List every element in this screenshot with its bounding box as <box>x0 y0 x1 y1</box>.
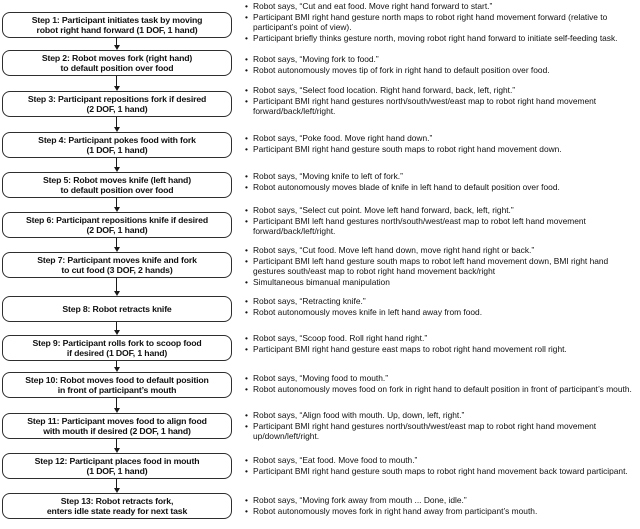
note-bullet-item: • Robot says, “Align food with mouth. Up, down, left, right.” <box>244 410 638 421</box>
down-arrow-connector <box>112 439 121 453</box>
step-notes <box>244 455 638 476</box>
step-box <box>2 212 232 238</box>
note-bullet-item: • Robot says, “Select cut point. Move left hand forward, back, left, right.” <box>244 205 638 216</box>
down-arrow-connector <box>112 76 121 91</box>
note-bullet-item: • Robot autonomously moves fork in right hand away from participant’s mouth. <box>244 506 638 517</box>
arrow-line <box>116 278 117 291</box>
step-box <box>2 252 232 278</box>
down-arrow-connector <box>112 361 121 372</box>
down-arrow-connector <box>112 322 121 335</box>
note-bullet-item: • Participant BMI right hand gestures north/south/west/east map to robot right hand movement up/down/left/right. <box>244 421 638 442</box>
step-box <box>2 493 232 519</box>
down-arrow-connector <box>112 158 121 172</box>
step-box-line: Step 4: Participant pokes food with fork <box>38 134 196 145</box>
note-bullet-item: • Robot says, “Moving fork to food.” <box>244 54 638 65</box>
note-bullet-item: • Participant BMI left hand gestures north/south/west/east map to robot left hand movement forward/back/left/right. <box>244 216 638 237</box>
arrow-line <box>116 398 117 408</box>
step-notes <box>244 133 638 154</box>
step-box-line: Step 3: Participant repositions fork if desired <box>27 93 207 104</box>
step-box <box>2 413 232 439</box>
note-bullet-item: • Robot says, “Poke food. Move right hand down.” <box>244 133 638 144</box>
note-bullet-item: • Robot says, “Moving fork away from mouth ... Done, idle.” <box>244 495 638 506</box>
arrow-line <box>116 479 117 488</box>
step-notes <box>244 296 638 317</box>
down-arrow-connector <box>112 479 121 493</box>
step-box-line: (1 DOF, 1 hand) <box>86 145 148 155</box>
step-box-line: Step 10: Robot moves food to default position <box>25 374 209 385</box>
step-box <box>2 12 232 38</box>
step-notes <box>244 495 638 516</box>
step-notes <box>244 333 638 354</box>
step-box-line: to default position over food <box>60 185 174 195</box>
step-box-line: in front of participant’s mouth <box>57 385 177 395</box>
step-box <box>2 132 232 158</box>
down-arrow-connector <box>112 278 121 296</box>
step-box-line: Step 9: Participant rolls fork to scoop food <box>32 337 202 348</box>
step-box-line: Step 2: Robot moves fork (right hand) <box>41 52 193 63</box>
step-box-line: Step 12: Participant places food in mouth <box>34 455 200 466</box>
note-bullet-item: • Participant BMI right hand gesture south maps to robot right hand movement back toward participant. <box>244 466 638 477</box>
step-box <box>2 172 232 198</box>
arrow-line <box>116 198 117 207</box>
note-bullet-item: • Participant BMI left hand gesture south maps to robot left hand movement down, BMI right hand gestures south/east map to robot right hand movement back/right <box>244 256 638 277</box>
note-bullet-item: • Participant BMI right hand gesture south maps to robot right hand movement down. <box>244 144 638 155</box>
down-arrow-connector <box>112 398 121 413</box>
note-bullet-item: • Robot says, “Retracting knife.” <box>244 296 638 307</box>
step-box <box>2 91 232 117</box>
arrow-line <box>116 439 117 448</box>
step-box-line: Step 6: Participant repositions knife if desired <box>25 214 209 225</box>
step-notes <box>244 1 638 44</box>
step-notes <box>244 245 638 288</box>
step-box <box>2 296 232 322</box>
step-box-line: to default position over food <box>60 63 174 73</box>
step-box-line: (1 DOF, 1 hand) <box>86 466 148 476</box>
note-bullet-item: • Robot says, “Moving knife to left of fork.” <box>244 171 638 182</box>
arrow-line <box>116 117 117 127</box>
step-box-line: Step 1: Participant initiates task by moving <box>31 14 203 25</box>
note-bullet-item: • Robot says, “Moving food to mouth.” <box>244 373 638 384</box>
note-bullet-item: • Robot autonomously moves blade of knife in left hand to default position over food. <box>244 182 638 193</box>
note-bullet-item: • Participant briefly thinks gesture north, moving robot right hand forward to initiate self-feeding task. <box>244 33 638 44</box>
note-bullet-item: • Simultaneous bimanual manipulation <box>244 277 638 288</box>
step-box-line: enters idle state ready for next task <box>46 506 188 516</box>
step-box-line: Step 8: Robot retracts knife <box>62 303 172 314</box>
step-box-line: Step 5: Robot moves knife (left hand) <box>43 174 191 185</box>
step-box-line: to cut food (3 DOF, 2 hands) <box>61 265 173 275</box>
step-box-line: Step 11: Participant moves food to align food <box>27 415 207 426</box>
step-box <box>2 372 232 398</box>
note-bullet-item: • Robot autonomously moves tip of fork in right hand to default position over food. <box>244 65 638 76</box>
down-arrow-connector <box>112 238 121 252</box>
step-box-line: with mouth if desired (2 DOF, 1 hand) <box>43 426 191 436</box>
note-bullet-item: • Robot says, “Scoop food. Roll right hand right.” <box>244 333 638 344</box>
step-notes <box>244 171 638 192</box>
step-box-line: Step 7: Participant moves knife and fork <box>37 254 197 265</box>
note-bullet-item: • Robot autonomously moves knife in left hand away from food. <box>244 307 638 318</box>
step-box-line: Step 13: Robot retracts fork, <box>60 495 174 506</box>
arrow-line <box>116 238 117 247</box>
arrow-line <box>116 38 117 45</box>
note-bullet-item: • Participant BMI right hand gestures north/south/west/east map to robot right hand movement forward/back/left/right. <box>244 96 638 117</box>
step-box <box>2 453 232 479</box>
down-arrow-connector <box>112 198 121 212</box>
step-notes <box>244 410 638 442</box>
step-box <box>2 335 232 361</box>
step-box-line: robot right hand forward (1 DOF, 1 hand) <box>36 25 198 35</box>
step-notes <box>244 54 638 75</box>
step-box-line: (2 DOF, 1 hand) <box>86 104 148 114</box>
note-bullet-item: • Participant BMI right hand gesture east maps to robot right hand movement roll right. <box>244 344 638 355</box>
note-bullet-item: • Robot says, “Cut and eat food. Move right hand forward to start.” <box>244 1 638 12</box>
step-box-line: (2 DOF, 1 hand) <box>86 225 148 235</box>
note-bullet-item: • Robot autonomously moves food on fork in right hand to default position in front of participant’s mouth. <box>244 384 638 395</box>
step-notes <box>244 205 638 237</box>
step-box-line: if desired (1 DOF, 1 hand) <box>66 348 168 358</box>
step-notes <box>244 373 638 394</box>
note-bullet-item: • Robot says, “Select food location. Right hand forward, back, left, right.” <box>244 85 638 96</box>
note-bullet-item: • Participant BMI right hand gesture north maps to robot right hand movement forward (relative to participant’s point of view). <box>244 12 638 33</box>
arrow-line <box>116 322 117 330</box>
step-box <box>2 50 232 76</box>
down-arrow-connector <box>112 38 121 50</box>
arrow-line <box>116 76 117 86</box>
arrow-line <box>116 158 117 167</box>
step-notes <box>244 85 638 117</box>
note-bullet-item: • Robot says, “Eat food. Move food to mouth.” <box>244 455 638 466</box>
note-bullet-item: • Robot says, “Cut food. Move left hand down, move right hand right or back.” <box>244 245 638 256</box>
down-arrow-connector <box>112 117 121 132</box>
